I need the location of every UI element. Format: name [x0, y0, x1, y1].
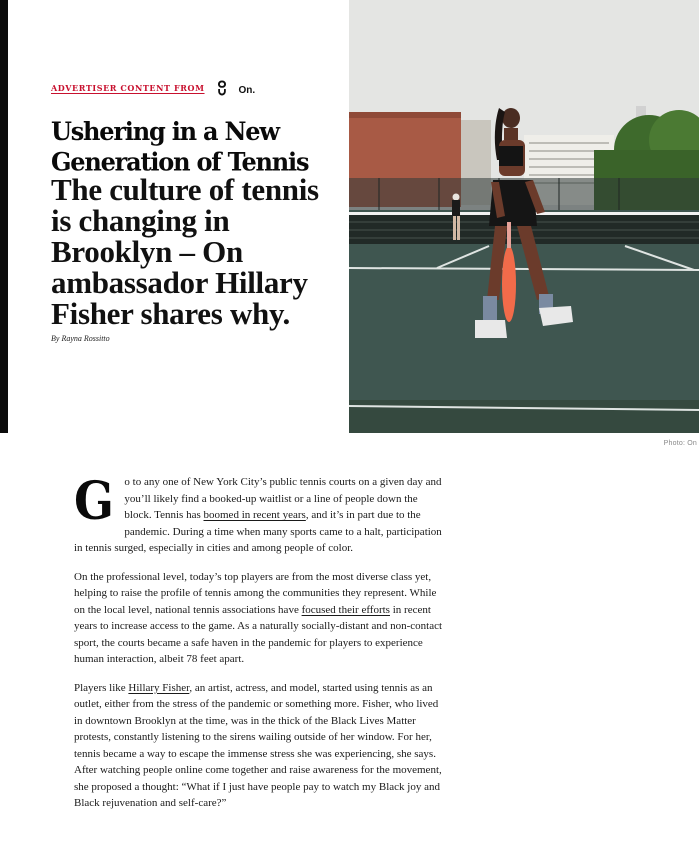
subhead: The culture of tennis is changing in Brooklyn – On ambassador Hillary Fisher shares why.	[51, 172, 319, 331]
on-logo-icon[interactable]	[217, 80, 227, 96]
paragraph-1	[74, 471, 444, 557]
paragraph-2-text-b: in recent years to increase access to the game. As a naturally socially-distant and non-contact sport, the courts became a safe haven in the pandemic for players to experience human interaction, albeit 78 feet apart.	[74, 603, 443, 665]
hero-photo	[349, 0, 699, 433]
link-focused-their-efforts[interactable]: focused their efforts	[301, 603, 390, 616]
link-hillary-fisher[interactable]: Hillary Fisher	[128, 681, 190, 694]
paragraph-3-text-a: Players like	[74, 681, 129, 694]
paragraph-2	[74, 569, 444, 668]
paragraph-3-text-b: , an artist, actress, and model, started using tennis as an outlet, either from the stress of the pandemic or something more. Fisher, who lived in downtown Brooklyn at the time, was in the thick of the Black Lives Matter protests, constantly listening to the sirens wailing outside of her window. For her, tennis became a way to escape the immense stress she was experiencing, she says. After watching people online come together and raise awareness for the movement, she proposed a thought: “What if I just have people pay to watch my Black joy and Black rejuvenation and self-care?”	[74, 681, 442, 809]
paragraph-3	[74, 680, 444, 812]
article-body	[74, 471, 444, 824]
headline: Ushering in a New Generation of Tennis	[51, 116, 309, 177]
paragraph-1-text-a: o to any one of New York City’s public tennis courts on a given day and you’ll likely find a booked-up waitlist or a line of people down the block. Tennis has	[124, 476, 442, 521]
paragraph-1-text-b: , and it’s in part due to the pandemic. During a time when many sports came to a halt, participation in tennis surged, especially in cities and among people of color.	[74, 509, 442, 554]
hero-text-panel	[0, 0, 349, 433]
tennis-court-photo	[349, 0, 699, 433]
brand-name[interactable]: On.	[238, 84, 256, 96]
photo-credit: Photo: On	[663, 440, 697, 447]
left-accent-rule	[0, 0, 8, 433]
sponsor-label-link[interactable]: ADVERTISER CONTENT FROM	[51, 83, 205, 93]
byline: By Rayna Rossitto	[51, 334, 110, 343]
paragraph-2-text-a: On the professional level, today’s top players are from the most diverse class yet, helping to raise the profile of tennis among the communities they represent. While on the local level, national tennis associations have	[74, 570, 437, 616]
link-boomed-in-recent-years[interactable]: boomed in recent years	[203, 509, 306, 521]
drop-cap: G	[74, 471, 113, 532]
sponsor-line	[51, 80, 255, 96]
